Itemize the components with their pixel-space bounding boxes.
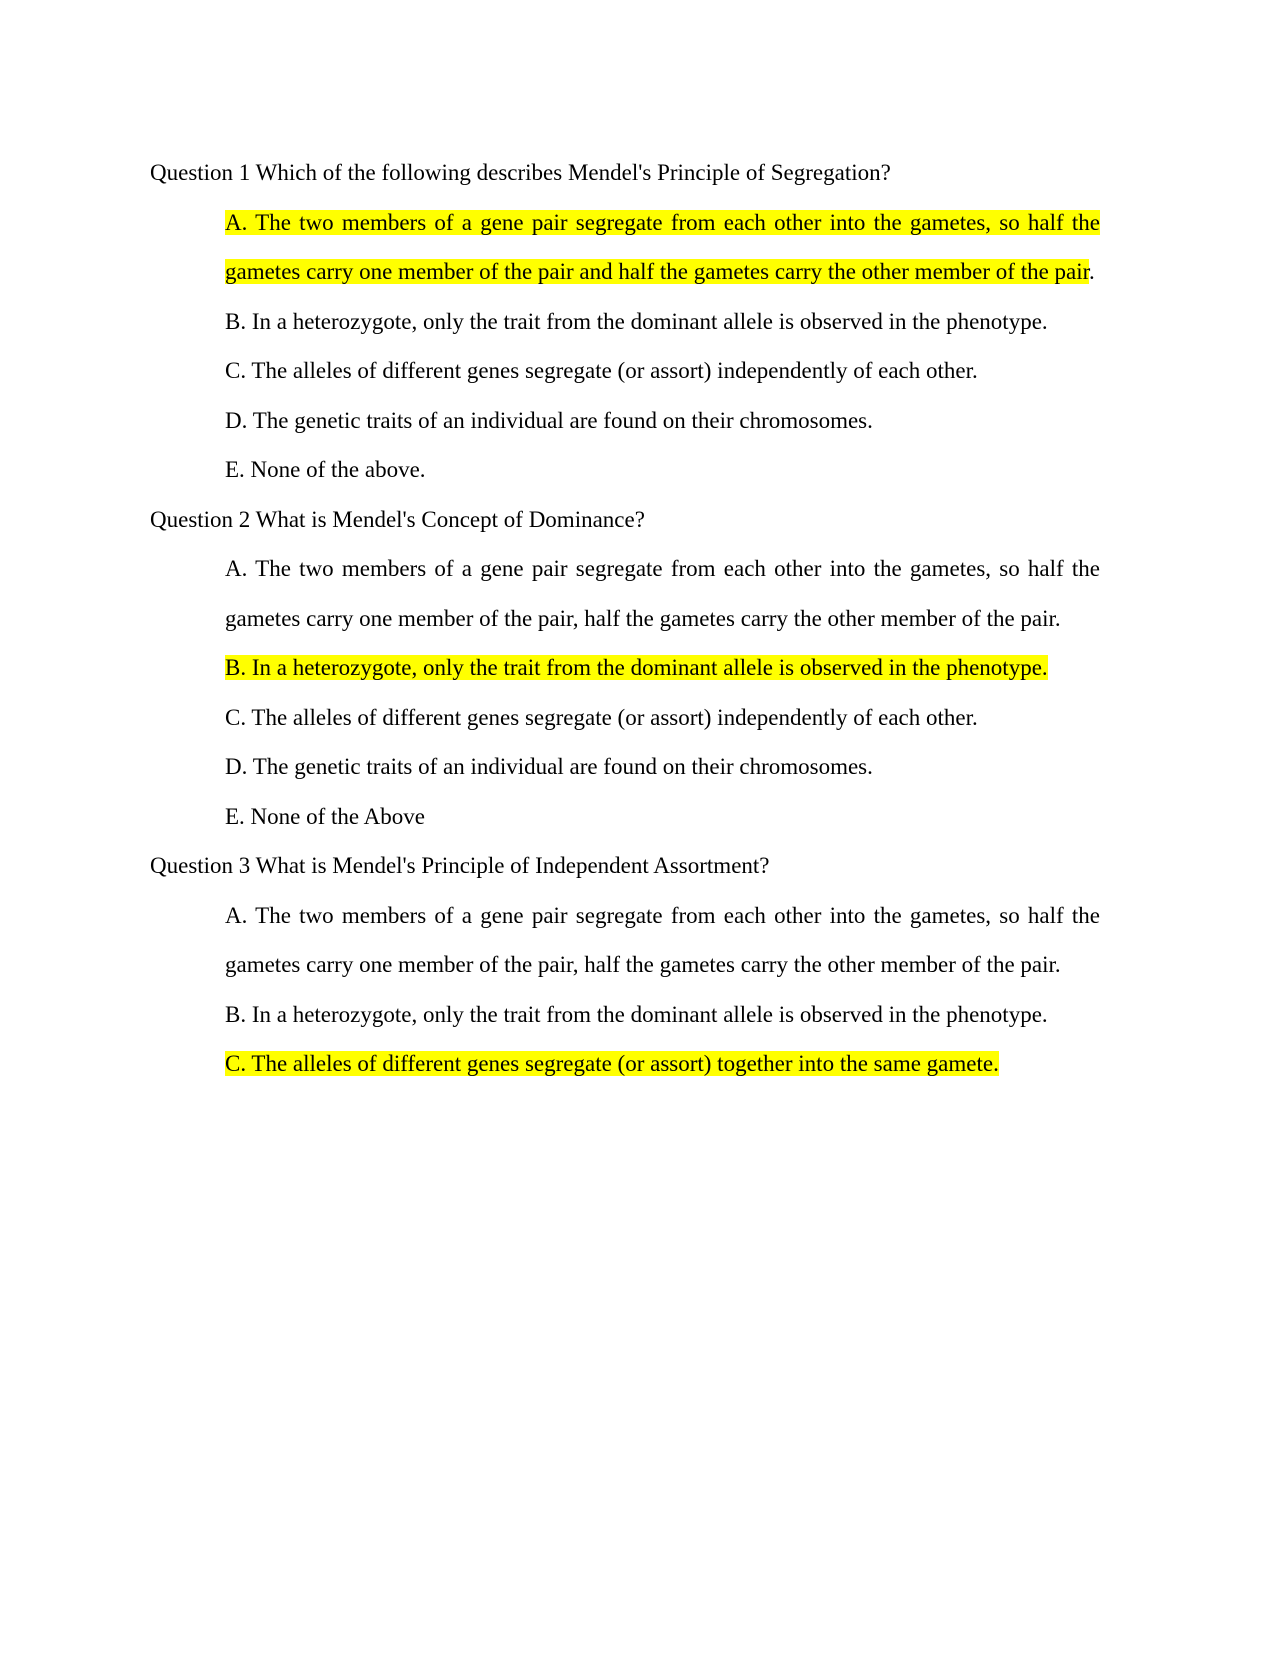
question-1-option-c: C. The alleles of different genes segregate (or assort) independently of each other. [225, 358, 978, 383]
question-2-option-e: E. None of the Above [225, 803, 425, 829]
question-3-option-a: A. The two members of a gene pair segregate from each other into the gametes, so half the gametes carry one member of the pair, half the gametes carry the other member of the pair. [225, 902, 1100, 977]
question-1-option-e: E. None of the above. [225, 457, 426, 482]
question-3: Question 3 What is Mendel's Principle of Independent Assortment? [150, 853, 770, 878]
document-body [150, 148, 1100, 1089]
answer-highlight: B. In a heterozygote, only the trait from the dominant allele is observed in the phenotype. [225, 655, 1048, 680]
question-1: Question 1 Which of the following describes Mendel's Principle of Segregation? [150, 160, 891, 185]
question-1-option-a [225, 198, 1100, 297]
option-text: . [1089, 259, 1095, 284]
question-2-option-c: C. The alleles of different genes segregate (or assort) independently of each other. [225, 704, 978, 730]
question-2-option-b [225, 643, 1100, 693]
answer-highlight: A. The two members of a gene pair segregate from each other into the gametes, so half the gametes carry one member of the pair and half the gametes carry the other member of the pair [225, 209, 1100, 284]
answer-highlight: C. The alleles of different genes segregate (or assort) together into the same gamete. [225, 1051, 999, 1076]
question-2-option-d: D. The genetic traits of an individual are found on their chromosomes. [225, 754, 873, 779]
question-2: Question 2 What is Mendel's Concept of Dominance? [150, 506, 645, 532]
question-1-option-d: D. The genetic traits of an individual are found on their chromosomes. [225, 407, 873, 433]
question-3-option-c [225, 1039, 1100, 1089]
question-1-option-b: B. In a heterozygote, only the trait from the dominant allele is observed in the phenotype. [225, 308, 1048, 334]
question-3-option-b: B. In a heterozygote, only the trait from the dominant allele is observed in the phenotype. [225, 1001, 1048, 1027]
question-2-option-a: A. The two members of a gene pair segregate from each other into the gametes, so half the gametes carry one member of the pair, half the gametes carry the other member of the pair. [225, 556, 1100, 631]
